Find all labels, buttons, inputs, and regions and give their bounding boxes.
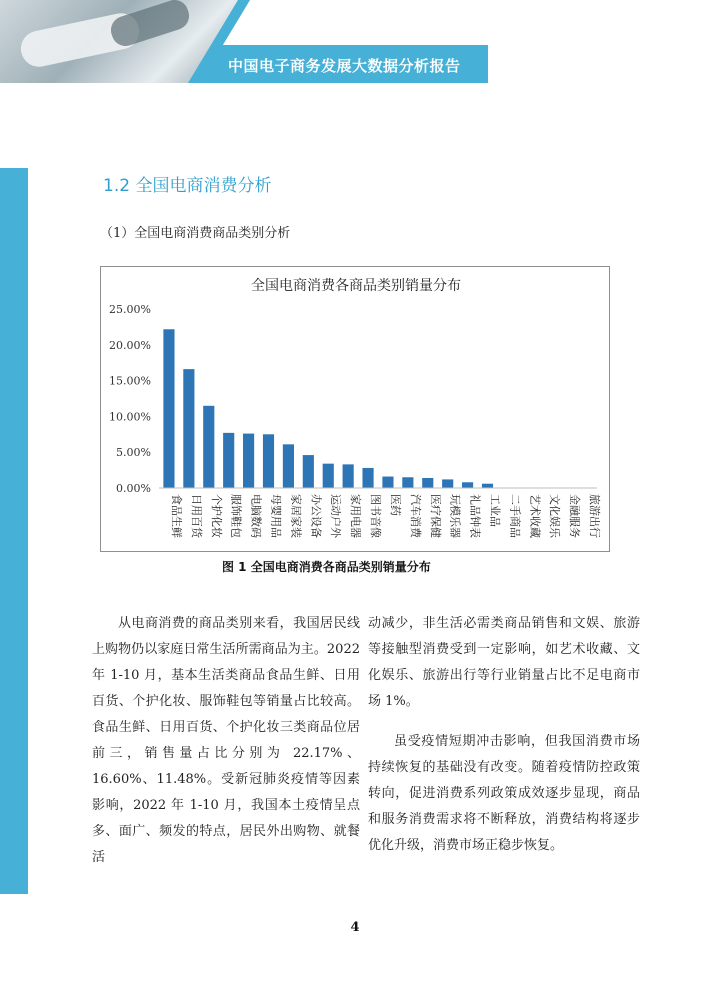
x-tick-label: 工业品: [488, 494, 502, 527]
report-title: 中国电子商务发展大数据分析报告: [228, 57, 461, 75]
x-tick-label: 医疗保健: [428, 494, 442, 538]
bar: [442, 479, 453, 488]
body-column-left: [92, 611, 360, 871]
x-tick-label: 日用百货: [189, 494, 203, 538]
bar: [343, 464, 354, 488]
body-paragraph: 虽受疫情短期冲击影响，但我国消费市场持续恢复的基础没有改变。随着疫情防控政策转向，促进消费系列政策成效逐步显现，商品和服务消费需求将不断释放，消费结构将逐步优化升级，消费市场正稳步恢复。: [368, 734, 640, 853]
x-tick-label: 旅游出行: [588, 494, 602, 538]
body-paragraph-continued: 动减少，非生活必需类商品销售和文娱、旅游等接触型消费受到一定影响，如艺术收藏、文化娱乐、旅游出行等行业销量占比不足电商市场 1%。: [368, 616, 640, 709]
y-tick-label: 0.00%: [116, 482, 151, 495]
y-tick-label: 20.00%: [109, 338, 151, 352]
y-tick-label: 15.00%: [109, 374, 151, 388]
x-tick-label: 玩模乐器: [448, 494, 462, 538]
bar: [422, 478, 433, 488]
figure-caption: 图 1 全国电商消费各商品类别销量分布: [222, 560, 431, 574]
side-accent-bar: [0, 168, 28, 894]
bar: [203, 406, 214, 488]
x-tick-label: 食品生鲜: [169, 494, 183, 538]
chart-title: 全国电商消费各商品类别销量分布: [251, 278, 461, 294]
x-tick-label: 母婴用品: [269, 494, 283, 538]
bar: [263, 434, 274, 488]
bar: [402, 477, 413, 488]
section-heading: 1.2 全国电商消费分析: [103, 176, 272, 196]
y-tick-label: 10.00%: [109, 410, 151, 424]
bar: [183, 369, 194, 488]
y-tick-label: 25.00%: [109, 303, 151, 316]
bar: [303, 455, 314, 488]
x-tick-label: 艺术收藏: [528, 494, 542, 538]
bar: [382, 477, 393, 488]
x-tick-label: 个护化妆: [209, 494, 223, 538]
body-paragraph: 从电商消费的商品类别来看，我国居民线上购物仍以家庭日常生活所需商品为主。2022 年 1-10 月，基本生活类商品食品生鲜、日用百货、个护化妆、服饰鞋包等销量占比较高。食品生鲜、日用百货、个护化妆三类商品位居前三，销售量占比分别为 22.17%、16.60%、11.48%。受新冠肺炎疫情等因素影响，2022 年 1-10 月，我国本土疫情呈点多、面广、频发的特点，居民外出购物、就餐活: [92, 616, 360, 865]
x-tick-label: 运动户外: [329, 494, 343, 538]
bar-chart: [100, 266, 610, 552]
bar: [462, 482, 473, 488]
bar: [362, 468, 373, 488]
x-tick-label: 汽车消费: [408, 494, 422, 538]
x-tick-label: 礼品钟表: [468, 494, 482, 538]
chart-canvas: [101, 267, 611, 553]
bar: [323, 464, 334, 488]
body-column-right: [368, 611, 640, 859]
x-tick-label: 办公设备: [309, 494, 323, 538]
x-tick-label: 家居家装: [289, 494, 303, 538]
page-number: 4: [350, 920, 360, 935]
x-tick-label: 二手商品: [508, 494, 522, 538]
subsection-heading: （1）全国电商消费商品类别分析: [100, 226, 291, 241]
bar: [223, 433, 234, 488]
x-tick-label: 文化娱乐: [548, 494, 562, 538]
bar: [283, 444, 294, 488]
y-tick-label: 5.00%: [116, 446, 151, 460]
bar: [163, 329, 174, 488]
bar: [482, 484, 493, 488]
x-tick-label: 电脑数码: [249, 494, 263, 538]
x-tick-label: 金融服务: [568, 494, 582, 538]
x-tick-label: 医药: [388, 494, 402, 516]
bar: [243, 434, 254, 488]
x-tick-label: 图书音像: [369, 494, 383, 538]
x-tick-label: 家用电器: [349, 494, 363, 538]
header-photo-shape: [107, 0, 192, 50]
x-tick-label: 服饰鞋包: [229, 494, 243, 538]
